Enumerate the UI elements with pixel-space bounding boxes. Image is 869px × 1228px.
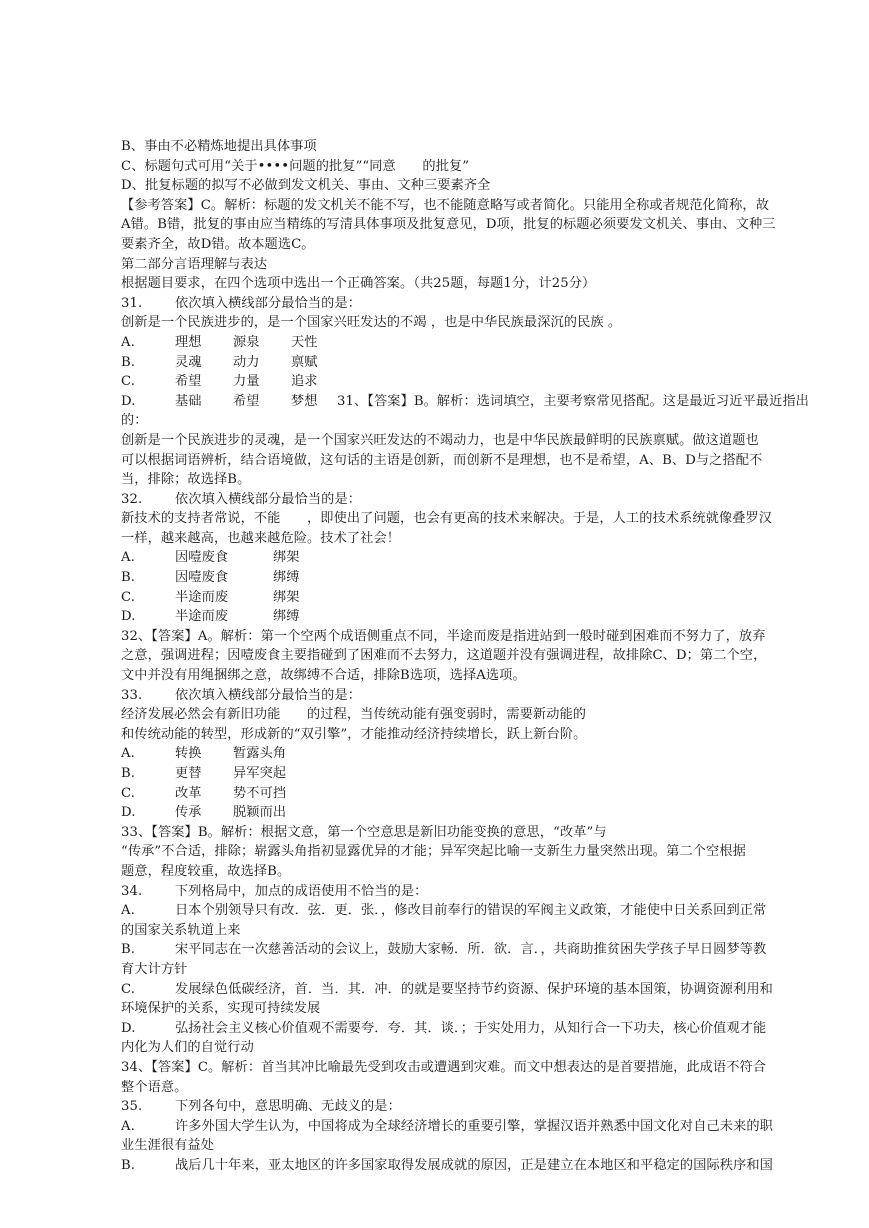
answer-line: A错。B错，批复的事由应当精练的写清具体事项及批复意见，D项，批复的标题必须要发文机关、事由、文种三 — [121, 217, 776, 233]
option-d: D. 基础 希望 梦想 31、【答案】B。解析：选词填空，主要考察常见搭配。这是最近习近平最近指出 — [121, 393, 809, 409]
question-sentence: 新技术的支持者常说，不能 ，即使出了问题，也会有更高的技术来解决。于是，人工的技术系统就像叠罗汉 — [121, 511, 773, 527]
question-34-stem — [121, 882, 866, 902]
answer-line: 创新是一个民族进步的灵魂，是一个国家兴旺发达的不竭动力，也是中华民族最鲜明的民族禀赋。做这道题也 — [121, 432, 759, 448]
option-b: B. 更替 异军突起 — [121, 766, 287, 781]
option-c: C. 改革 势不可挡 — [121, 785, 287, 801]
answer-line: 33、【答案】B。解析：根据文意，第一个空意思是新旧功能变换的意思，“改革”与 — [121, 824, 607, 840]
option-a: A. 理想 源泉 天性 — [121, 334, 318, 350]
option-b: B. 灵魂 动力 禀赋 — [121, 354, 318, 370]
option-a-continued: 业生涯很有益处 — [121, 1138, 215, 1154]
option-b: B. 战后几十年来，亚太地区的许多国家取得发展成就的原因，正是建立在本地区和平稳定的国际秩序和国 — [121, 1157, 773, 1173]
answer-line: 文中并没有用绳捆绑之意，故绑缚不合适，排除B选项，选择A选项。 — [121, 668, 526, 684]
option-b: B. 宋平同志在一次慈善活动的会议上，鼓励大家畅．所．欲．言．，共商助推贫困失学孩子早日圆梦等教 — [121, 942, 767, 958]
option-c: C. 发展绿色低碳经济，首．当．其．冲．的就是要坚持节约资源、保护环境的基本国策，协调资源利用和 — [121, 981, 773, 997]
option-a: A. 日本个别领导只有改．弦．更．张．，修改目前奉行的错误的军阀主义政策，才能使中日关系回到正常 — [121, 903, 767, 919]
answer-line: 之意，强调进程；因噎废食主要指碰到了困难而不去努力，这道题并没有强调进程，故排除C、D；第二个空， — [121, 648, 767, 664]
option-d: D. 传承 脱颖而出 — [121, 805, 287, 821]
question-number: 31. — [121, 295, 143, 311]
answer-line: “传承”不合适，排除；崭露头角指初显露优异的才能；异军突起比喻一支新生力量突然出现。第二个空根据 — [121, 844, 746, 860]
section-instructions: 根据题目要求，在四个选项中选出一个正确答案。（共25题，每题1分，计25分） — [121, 276, 596, 292]
question-number: 34. — [121, 883, 143, 899]
answer-line: 当，排除；故选择B。 — [121, 472, 251, 488]
question-sentence: 创新是一个民族进步的，是一个国家兴旺发达的不竭 ，也是中华民族最深沉的民族 。 — [121, 315, 622, 331]
option-a: A. 转换 暂露头角 — [121, 746, 287, 762]
answer-line: 【参考答案】C。解析：标题的发文机关不能不写，也不能随意略写或者简化。只能用全称或者规范化简称，故 — [121, 197, 769, 213]
question-number: 35. — [121, 1099, 143, 1115]
answer-line: 32、【答案】A。解析：第一个空两个成语侧重点不同，半途而废是指进站到一般时碰到困难而不努力了，放弃 — [121, 628, 766, 644]
answer-line: 的： — [121, 413, 148, 429]
text-line: D、批复标题的拟写不必做到发文机关、事由、文种三要素齐全 — [121, 178, 491, 194]
option-c-continued: 环境保护的关系，实现可持续发展 — [121, 1001, 321, 1017]
option-a: A. 许多外国大学生认为，中国将成为全球经济增长的重要引擎，掌握汉语并熟悉中国文化对自己未来的职 — [121, 1118, 773, 1134]
option-c: C. 希望 力量 追求 — [121, 374, 318, 390]
text-line: B、事由不必精炼地提出具体事项 — [121, 139, 317, 154]
answer-line: 整个语意。 — [121, 1079, 188, 1095]
question-number: 32. — [121, 491, 143, 507]
question-sentence: 经济发展必然会有新旧功能 的过程，当传统动能有强变弱时，需要新动能的 — [121, 707, 587, 723]
option-d-continued: 内化为人们的自觉行动 — [121, 1040, 254, 1056]
question-stem: 下列各句中，意思明确、无歧义的是： — [175, 1099, 401, 1115]
option-a: A. 因噎废食 绑架 — [121, 550, 300, 566]
option-d: D. 弘扬社会主义核心价值观不需要夸．夸．其．谈．；于实处用力，从知行合一下功夫，核心价值观才能 — [121, 1020, 767, 1036]
document-page — [121, 137, 866, 1175]
answer-line: 要素齐全，故D错。故本题选C。 — [121, 236, 315, 252]
question-31-stem — [121, 294, 866, 314]
question-stem: 下列格局中，加点的成语使用不恰当的是： — [175, 883, 428, 899]
question-33-stem — [121, 686, 866, 706]
answer-inline: 31、【答案】B。解析：选词填空，主要考察常见搭配。这是最近习近平最近指出 — [337, 393, 809, 409]
option-b: B. 因噎废食 绑缚 — [121, 570, 300, 586]
section-title: 第二部分言语理解与表达 — [121, 256, 268, 272]
option-b-continued: 育大计方针 — [121, 961, 188, 977]
text-line: C、标题句式可用“关于••••问题的批复”“同意 的批复” — [121, 158, 470, 174]
question-35-stem — [121, 1097, 866, 1117]
question-sentence: 和传统动能的转型，形成新的“双引擎”，才能推动经济持续增长，跃上新台阶。 — [121, 726, 587, 742]
option-c: C. 半途而废 绑架 — [121, 589, 300, 605]
answer-line: 34、【答案】C。解析：首当其冲比喻最先受到攻击或遭遇到灾难。而文中想表达的是首要措施，此成语不符合 — [121, 1059, 767, 1075]
question-stem: 依次填入横线部分最恰当的是： — [175, 295, 362, 311]
question-number: 33. — [121, 687, 143, 703]
question-32-stem — [121, 490, 866, 510]
question-stem: 依次填入横线部分最恰当的是： — [175, 491, 362, 507]
question-sentence: 一样，越来越高，也越来越危险。技术了社会！ — [121, 530, 401, 546]
option-d: D. 半途而废 绑缚 — [121, 609, 300, 625]
answer-line: 可以根据词语辨析，结合语境做，这句话的主语是创新，而创新不是理想，也不是希望，A、B、D与之搭配不 — [121, 452, 763, 468]
question-stem: 依次填入横线部分最恰当的是： — [175, 687, 362, 703]
answer-line: 题意，程度较重，故选择B。 — [121, 863, 291, 879]
option-a-continued: 的国家关系轨道上来 — [121, 922, 241, 938]
